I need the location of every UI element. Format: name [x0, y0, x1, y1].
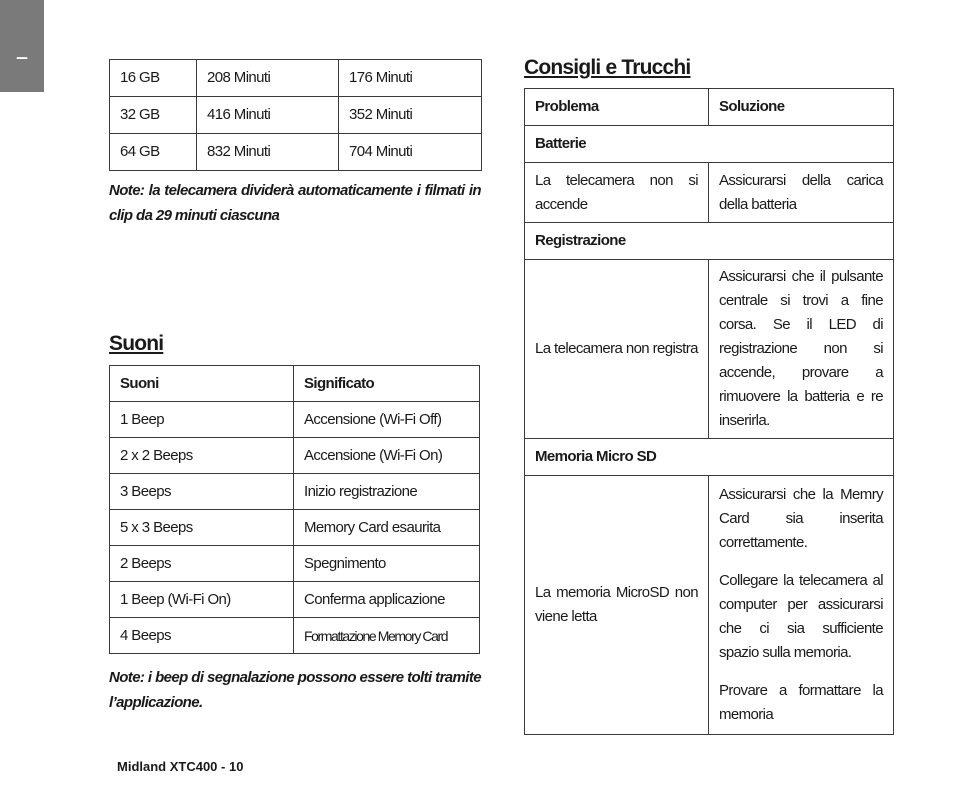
- table-row: [110, 546, 480, 582]
- table-row: [110, 60, 482, 97]
- table-cell: 4 Beeps: [110, 618, 294, 654]
- solution-text: Provare a formattare la memoria: [719, 682, 883, 723]
- solution-cell: [709, 163, 894, 223]
- table-cell: Memory Card esaurita: [294, 510, 480, 546]
- table-cell: Accensione (Wi-Fi Off): [294, 402, 480, 438]
- section-row: [525, 439, 894, 476]
- sounds-table: [109, 365, 480, 654]
- problem-cell: La telecamera non registra: [525, 260, 709, 439]
- solution-text: Assicurarsi della carica della batteria: [719, 171, 883, 213]
- table-header-row: [110, 366, 480, 402]
- table-row: [110, 618, 480, 654]
- section-row: [525, 223, 894, 260]
- solution-cell: [709, 476, 894, 735]
- table-row: [110, 582, 480, 618]
- problem-cell: La telecamera non si accende: [525, 163, 709, 223]
- table-row: [525, 476, 894, 735]
- table-cell: 208 Minuti: [197, 60, 339, 97]
- table-cell: 176 Minuti: [339, 60, 482, 97]
- tips-table: [524, 88, 894, 735]
- table-row: [525, 163, 894, 223]
- table-row: [110, 134, 482, 171]
- solution-text: Assicurarsi che la Memry Card sia inserita correttamente.: [719, 486, 883, 551]
- table-header-row: [525, 89, 894, 126]
- table-cell: Inizio registrazione: [294, 474, 480, 510]
- section-row: [525, 126, 894, 163]
- column-header: Suoni: [110, 366, 294, 402]
- table-cell: 832 Minuti: [197, 134, 339, 171]
- sounds-heading: Suoni: [109, 332, 164, 355]
- table-cell: 704 Minuti: [339, 134, 482, 171]
- tips-heading: Consigli e Trucchi: [524, 56, 691, 79]
- table-row: [110, 402, 480, 438]
- column-header: Problema: [525, 89, 709, 126]
- section-tab-label: –: [15, 42, 29, 72]
- table-row: [110, 510, 480, 546]
- solution-cell: [709, 260, 894, 439]
- storage-note: Note: la telecamera dividerà automaticamente i filmati in clip da 29 minuti ciascuna: [109, 182, 481, 224]
- table-cell: Accensione (Wi-Fi On): [294, 438, 480, 474]
- table-row: [525, 260, 894, 439]
- column-header: Significato: [294, 366, 480, 402]
- solution-text: Assicurarsi che il pulsante centrale si trovi a fine corsa. Se il LED di registrazione non si accende, provare a rimuovere la batteria e re inserirla.: [719, 268, 883, 429]
- table-row: [110, 474, 480, 510]
- table-cell: 2 Beeps: [110, 546, 294, 582]
- problem-cell: La memoria MicroSD non viene letta: [525, 476, 709, 735]
- section-label: Registrazione: [525, 223, 894, 260]
- table-cell: 32 GB: [110, 97, 197, 134]
- sounds-note: Note: i beep di segnalazione possono essere tolti tramite l’applicazione.: [109, 669, 481, 711]
- table-cell: 352 Minuti: [339, 97, 482, 134]
- table-cell: 416 Minuti: [197, 97, 339, 134]
- section-label: Batterie: [525, 126, 894, 163]
- solution-text: Collegare la telecamera al computer per assicurarsi che ci sia sufficiente spazio sulla memoria.: [719, 572, 883, 661]
- table-cell: 1 Beep (Wi-Fi On): [110, 582, 294, 618]
- table-cell: Conferma applicazione: [294, 582, 480, 618]
- table-row: [110, 97, 482, 134]
- table-cell: 1 Beep: [110, 402, 294, 438]
- column-header: Soluzione: [709, 89, 894, 126]
- table-cell: 2 x 2 Beeps: [110, 438, 294, 474]
- page-footer: Midland XTC400 - 10: [117, 759, 244, 774]
- storage-table: [109, 59, 482, 171]
- table-cell: 5 x 3 Beeps: [110, 510, 294, 546]
- table-cell: 16 GB: [110, 60, 197, 97]
- table-cell: 3 Beeps: [110, 474, 294, 510]
- table-cell: Formattazione Memory Card: [294, 618, 480, 654]
- section-tab: [0, 0, 44, 92]
- table-row: [110, 438, 480, 474]
- table-cell: Spegnimento: [294, 546, 480, 582]
- section-label: Memoria Micro SD: [525, 439, 894, 476]
- table-cell: 64 GB: [110, 134, 197, 171]
